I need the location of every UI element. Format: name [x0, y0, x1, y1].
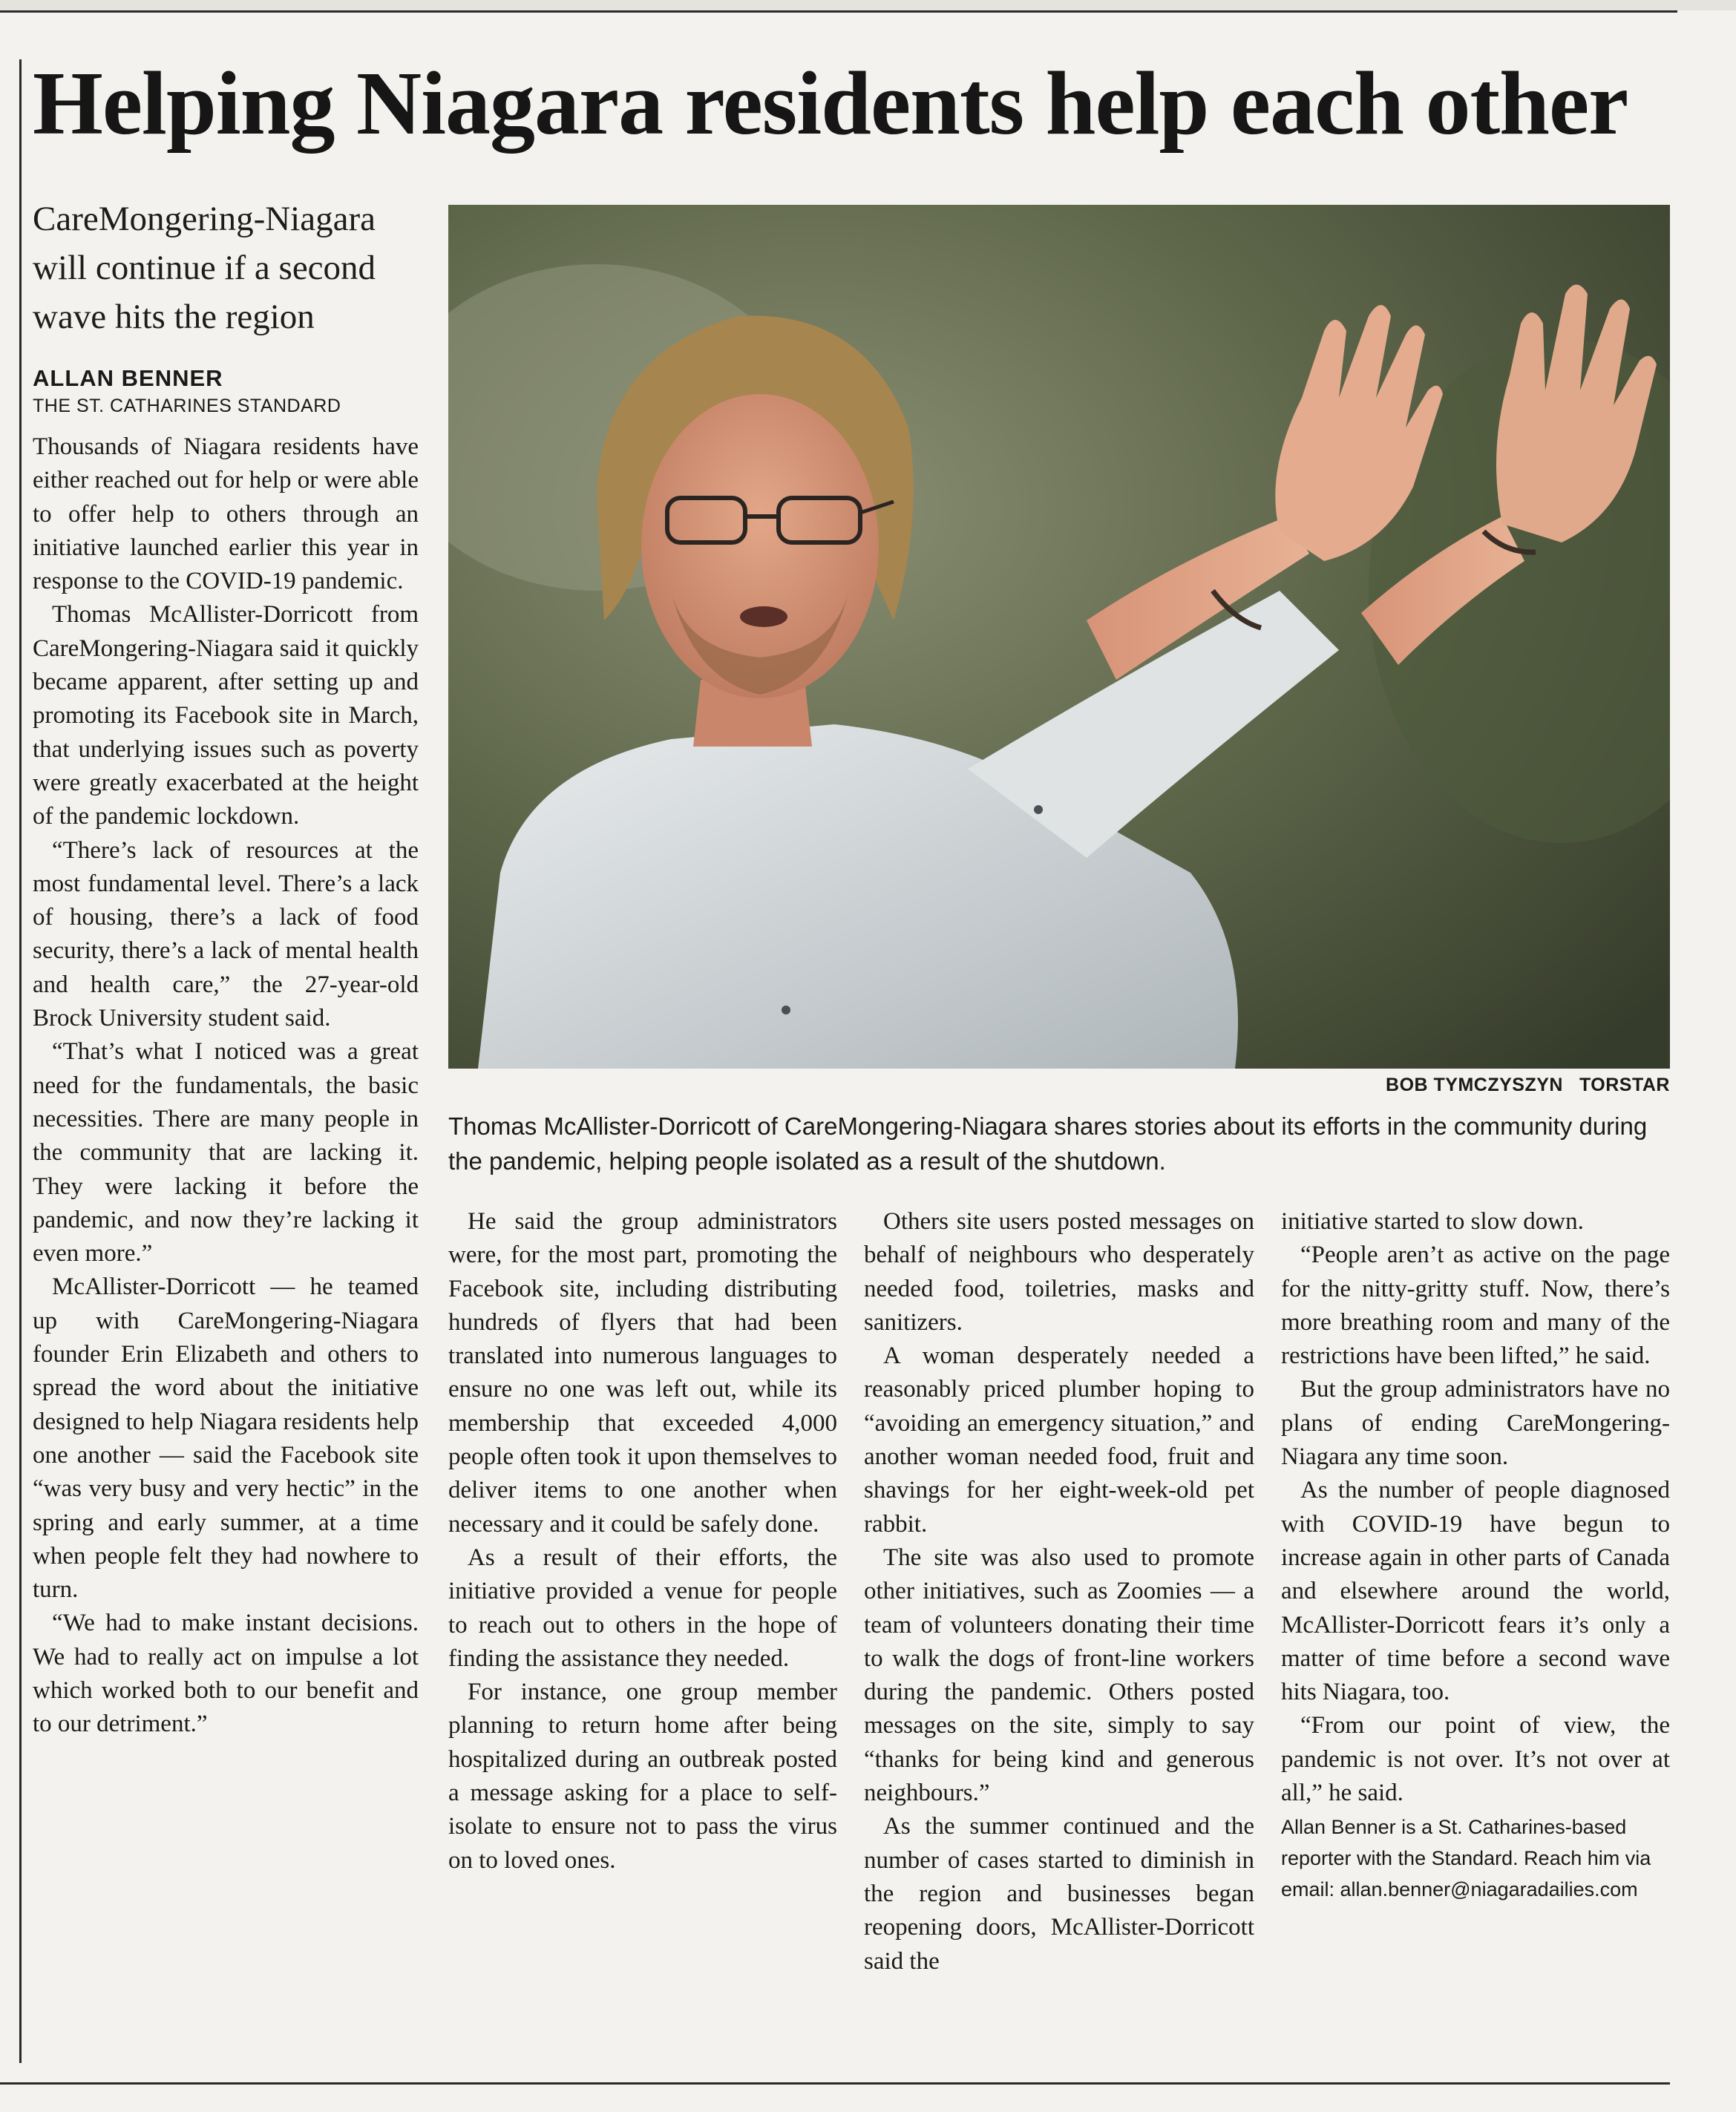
- left-rule: [19, 59, 22, 2063]
- body-column-2: [448, 1205, 837, 1877]
- author-signoff: Allan Benner is a St. Catharines-based reporter with the Standard. Reach him via email: allan.benner@niagaradailies.com: [1281, 1816, 1651, 1901]
- paragraph: Thousands of Niagara residents have either reached out for help or were able to offer help to others through an initiative launched earlier this year in response to the COVID-19 pandemic.: [33, 433, 419, 595]
- paragraph: As a result of their efforts, the initiative provided a venue for people to reach out to others in the hope of finding the assistance they needed.: [448, 1544, 837, 1672]
- paragraph: But the group administrators have no plans of ending CareMongering-Niagara any time soon.: [1281, 1376, 1670, 1471]
- body-column-1: [33, 430, 419, 1742]
- body-column-4: [1281, 1205, 1670, 1905]
- paragraph: As the number of people diagnosed with COVID-19 have begun to increase again in other parts of Canada and elsewhere around the world, McAllister-Dorricott fears it’s only a matter of time before a second wave hits Niagara, too.: [1281, 1477, 1670, 1706]
- paragraph: Others site users posted messages on behalf of neighbours who desperately needed food, toiletries, masks and sanitizers.: [864, 1208, 1254, 1336]
- photo-credit-org: TORSTAR: [1579, 1075, 1670, 1095]
- paragraph: “From our point of view, the pandemic is not over. It’s not over at all,” he said.: [1281, 1712, 1670, 1807]
- author-name: ALLAN BENNER: [33, 365, 223, 391]
- paragraph: “There’s lack of resources at the most fundamental level. There’s a lack of housing, there’s a lack of food security, there’s a lack of mental health and health care,” the 27-year-old Brock University student said.: [33, 836, 419, 1032]
- publication-name: THE ST. CATHARINES STANDARD: [33, 396, 341, 416]
- paragraph: As the summer continued and the number of cases started to diminish in the region and businesses began reopening doors, McAllister-Dorricott said the: [864, 1813, 1254, 1975]
- paragraph: “People aren’t as active on the page for the nitty-gritty stuff. Now, there’s more breathing room and many of the restrictions have been lifted,” he said.: [1281, 1242, 1670, 1370]
- paragraph: For instance, one group member planning to return home after being hospitalized during an outbreak posted a message asking for a place to self-isolate to ensure not to pass the virus on to loved ones.: [448, 1679, 837, 1874]
- paragraph: A woman desperately needed a reasonably priced plumber hoping to “avoiding an emergency situation,” and another woman needed food, fruit and shavings for her eight-week-old pet rabbit.: [864, 1342, 1254, 1538]
- paragraph: Thomas McAllister-Dorricott from CareMongering-Niagara said it quickly became apparent, after setting up and promoting its Facebook site in March, that underlying issues such as poverty were greatly exacerbated at the height of the pandemic lockdown.: [33, 601, 419, 830]
- bottom-rule: [0, 2082, 1670, 2085]
- paragraph: The site was also used to promote other initiatives, such as Zoomies — a team of volunteers donating their time to walk the dogs of front-line workers during the pandemic. Others posted messages on the site, simply to say “thanks for being kind and generous neighbours.”: [864, 1544, 1254, 1807]
- paragraph: “That’s what I noticed was a great need for the fundamentals, the basic necessities. There are many people in the community that are lacking it. They were lacking it before the pandemic, and now they’re lacking it even more.”: [33, 1038, 419, 1267]
- byline: [33, 364, 426, 419]
- paragraph-continuation: initiative started to slow down.: [1281, 1208, 1584, 1235]
- paragraph: He said the group administrators were, for the most part, promoting the Facebook site, including distributing hundreds of flyers that had been translated into numerous languages to ensure no one was left out, while its membership that exceeded 4,000 people often took it upon themselves to deliver items to one another when necessary and it could be safely done.: [448, 1208, 837, 1538]
- article-photo: [448, 205, 1670, 1069]
- headline: Helping Niagara residents help each other: [33, 53, 1628, 154]
- top-rule: [0, 10, 1677, 13]
- body-column-3: [864, 1205, 1254, 1978]
- page-top-bleed: [0, 0, 1736, 10]
- paragraph: “We had to make instant decisions. We had to really act on impulse a lot which worked both to our benefit and to our detriment.”: [33, 1610, 419, 1738]
- photo-illustration: [448, 205, 1670, 1069]
- paragraph: McAllister-Dorricott — he teamed up with CareMongering-Niagara founder Erin Elizabeth and others to spread the word about the initiative designed to help Niagara residents help one another — said the Facebook site “was very busy and very hectic” in the spring and early summer, at a time when people felt they had nowhere to turn.: [33, 1273, 419, 1604]
- photo-credit-name: BOB TYMCZYSZYN: [1386, 1075, 1563, 1095]
- deck-subheadline: CareMongering-Niagara will continue if a second wave hits the region: [33, 200, 376, 336]
- photo-credit: [1386, 1075, 1670, 1096]
- photo-caption: Thomas McAllister-Dorricott of CareMongering-Niagara shares stories about its efforts in the community during the pandemic, helping people isolated as a result of the shutdown.: [448, 1112, 1648, 1175]
